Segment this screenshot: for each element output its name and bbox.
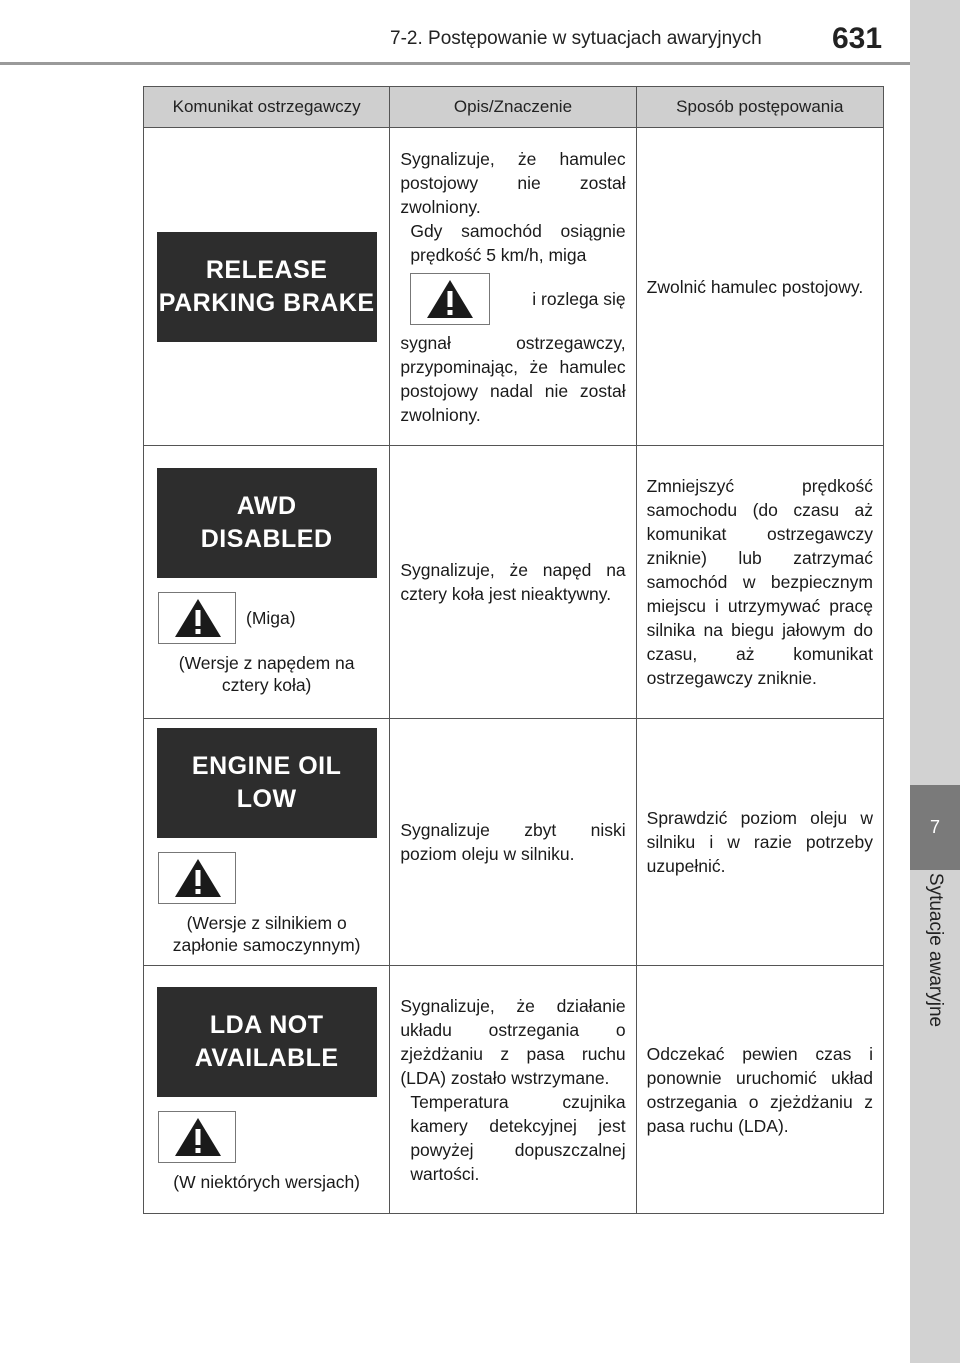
version-note: (W niektórych wersjach) <box>173 1171 361 1192</box>
warning-message-display: RELEASE PARKING BRAKE <box>157 232 377 342</box>
message-cell <box>144 446 390 719</box>
section-title: 7-2. Postępowanie w sytuacjach awaryjnych <box>390 28 762 49</box>
message-cell <box>144 719 390 966</box>
column-header: Komunikat ostrzegawczy <box>144 87 390 128</box>
description-cell: Sygnalizuje zbyt niski poziom oleju w silniku. <box>390 719 636 966</box>
action-cell: Sprawdzić poziom oleju w silniku i w razie potrzeby uzupełnić. <box>636 719 883 966</box>
description-text: sygnał ostrzegawczy, przypominając, że hamulec postojowy nadal nie został zwolniony. <box>400 332 626 425</box>
warning-triangle-icon <box>158 852 236 904</box>
page-number: 631 <box>832 22 883 55</box>
version-note: (Wersje z napędem na cztery koła) <box>178 653 355 695</box>
header-divider <box>0 62 910 65</box>
column-header: Sposób postępowania <box>636 87 883 128</box>
table-row <box>144 966 884 1214</box>
warning-triangle-icon <box>410 273 490 325</box>
chapter-number: 7 <box>910 785 960 870</box>
icon-row <box>154 592 379 644</box>
warning-messages-table <box>143 86 884 1214</box>
description-text: Sygnalizuje, że działanie układu ostrzegania o zjeżdżaniu z pasa ruchu (LDA) zostało wstrzymane. <box>400 995 626 1088</box>
description-text: Temperatura czujnika kamery detekcyjnej jest powyżej dopuszczalnej wartości. <box>410 1091 626 1184</box>
side-tab <box>910 0 960 1363</box>
description-text: Gdy samochód osiągnie prędkość 5 km/h, miga <box>410 220 626 265</box>
message-cell <box>144 966 390 1214</box>
table-row <box>144 719 884 966</box>
warning-triangle-icon <box>158 1111 236 1163</box>
description-cell: Sygnalizuje, że napęd na cztery koła jest nieaktywny. <box>390 446 636 719</box>
warning-triangle-icon <box>158 592 236 644</box>
message-cell <box>144 128 390 446</box>
description-cell <box>390 128 636 446</box>
warning-message-display: AWD DISABLED <box>157 468 377 578</box>
icon-row <box>154 1111 379 1163</box>
description-text: Sygnalizuje, że hamulec postojowy nie został zwolniony. <box>400 148 626 217</box>
description-cell <box>390 966 636 1214</box>
action-cell: Zwolnić hamulec postojowy. <box>636 128 883 446</box>
description-text: i rozlega się <box>532 288 626 309</box>
warning-message-display: ENGINE OIL LOW <box>157 728 377 838</box>
icon-inline-line <box>410 273 625 325</box>
table-header-row <box>144 87 884 128</box>
icon-row <box>154 852 379 904</box>
column-header: Opis/Znaczenie <box>390 87 636 128</box>
warning-message-display: LDA NOT AVAILABLE <box>157 987 377 1097</box>
action-cell: Odczekać pewien czas i ponownie uruchomić układ ostrzegania o zjeżdżaniu z pasa ruchu (LDA). <box>636 966 883 1214</box>
version-note: (Wersje z silnikiem o zapłonie samoczynnym) <box>172 913 361 955</box>
table-row <box>144 128 884 446</box>
icon-caption: (Miga) <box>246 608 296 628</box>
table-row <box>144 446 884 719</box>
chapter-label: Sytuacje awaryjne <box>925 872 946 1028</box>
action-cell: Zmniejszyć prędkość samochodu (do czasu aż komunikat ostrzegawczy zniknie) lub zatrzymać samochód w bezpiecznym miejscu i utrzymywać pracę silnika na biegu jałowym do czasu, aż komunikat ostrzegawczy zniknie. <box>636 446 883 719</box>
